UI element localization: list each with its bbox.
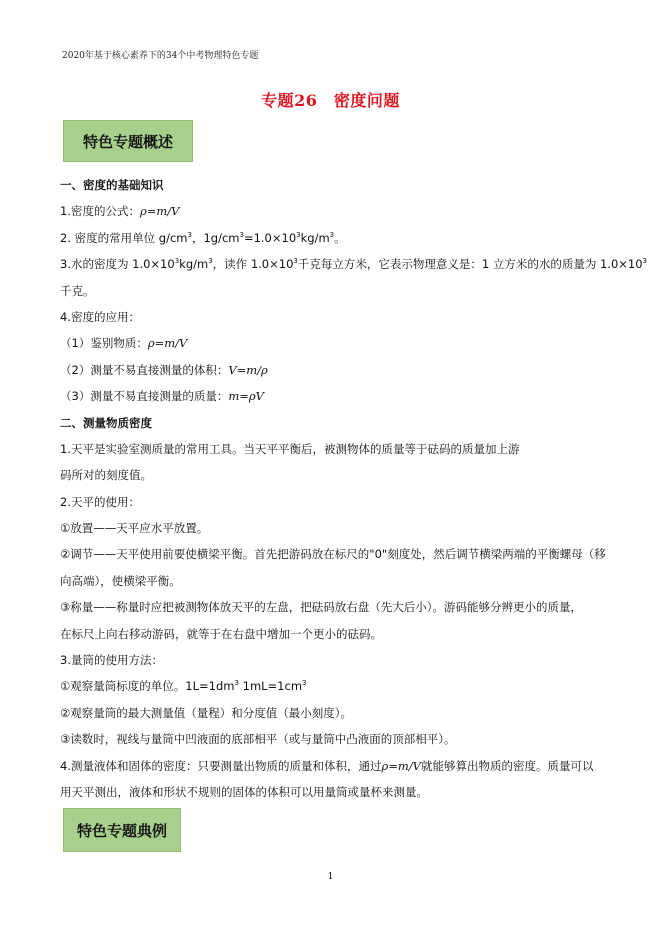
application-3 <box>60 383 610 409</box>
section1-heading: 一、密度的基础知识 <box>60 178 164 192</box>
density-formula: ρ=m/V <box>139 204 180 219</box>
main-content <box>60 172 648 805</box>
measure-formula: ρ=m/V <box>381 758 421 773</box>
app1-text: （1）鉴别物质： <box>60 336 148 351</box>
units-text-c: =1.0×10 <box>243 230 297 245</box>
cylinder-text-b: 1mL=1cm <box>238 679 303 694</box>
application-2 <box>60 357 610 383</box>
cylinder-heading: 3.量筒的使用方法： <box>60 653 163 668</box>
water-density-line <box>60 251 648 277</box>
page-header: 2020年基于核心素养下的34个中考物理特色专题 <box>62 51 259 61</box>
balance-paragraph-1b: 码所对的刻度值。 <box>60 468 152 483</box>
sup: 3 <box>293 257 298 266</box>
balance-step-3b: 在标尺上向右移动游码，就等于在右盘中增加一个更小的砝码。 <box>60 626 382 641</box>
balance-paragraph-1: 1.天平是实验室测质量的常用工具。当天平平衡后，被测物体的质量等于砝码的质量加上游 <box>60 441 520 456</box>
water-text-d: 千克每立方米，它表示物理意义是：1 立方米的水的质量为 1.0×10 <box>297 257 643 272</box>
balance-step-2: ②调节——天平使用前要使横梁平衡。首先把游码放在标尺的"0"刻度处，然后调节横梁两端的平衡螺母（移 <box>60 547 606 562</box>
balance-step-2b: 向高端），使横梁平衡。 <box>60 573 181 588</box>
sup: 3 <box>234 679 239 688</box>
density-formula-line <box>60 198 610 224</box>
balance-usage-heading: 2.天平的使用： <box>60 494 140 509</box>
page-number: 1 <box>327 872 334 882</box>
cylinder-step-3: ③读数时，视线与量筒中凹液面的底部相平（或与量筒中凸液面的顶部相平）。 <box>60 732 456 747</box>
sup: 3 <box>239 230 244 239</box>
density-units-line <box>60 225 610 251</box>
cylinder-text-a: ①观察量筒标度的单位。1L=1dm <box>60 679 235 694</box>
measure-density-line <box>60 753 610 779</box>
sup: 3 <box>302 679 307 688</box>
tag-overview: 特色专题概述 <box>63 120 193 162</box>
item1-text: 1.密度的公式： <box>60 204 140 219</box>
units-text-d: kg/m <box>300 230 330 245</box>
app1-formula: ρ=m/V <box>147 336 188 351</box>
cylinder-step-2: ②观察量筒的最大测量值（量程）和分度值（最小刻度）。 <box>60 705 353 720</box>
sup: 3 <box>642 257 648 266</box>
units-text-e: 。 <box>334 230 346 245</box>
units-text-a: 2. 密度的常用单位 g/cm <box>60 230 188 245</box>
app2-formula: V=m/ρ <box>228 362 268 377</box>
cylinder-step-1 <box>60 673 610 699</box>
application-heading: 4.密度的应用： <box>60 309 140 324</box>
sup: 3 <box>329 230 335 239</box>
balance-step-3: ③称量——称量时应把被测物体放天平的左盘，把砝码放右盘（先大后小）。游码能够分辨更小的质量， <box>60 600 583 615</box>
measure-density-line-2: 用天平测出，液体和形状不规则的固体的体积可以用量筒或量杯来测量。 <box>60 784 428 799</box>
section2-heading: 二、测量物质密度 <box>60 415 152 430</box>
water-text-a: 3.水的密度为 1.0×10 <box>60 257 175 272</box>
app3-formula: m=ρV <box>228 389 264 404</box>
page-title: 专题26 密度问题 <box>261 91 400 110</box>
app2-text: （2）测量不易直接测量的体积： <box>60 362 229 377</box>
balance-step-1: ①放置——天平应水平放置。 <box>60 521 209 536</box>
water-text-b: kg/m <box>179 257 209 272</box>
water-density-line-2: 千克。 <box>60 283 95 298</box>
measure-text-b: 就能够算出物质的密度。质量可以 <box>420 758 594 773</box>
water-text-c: ，读作 1.0×10 <box>212 257 294 272</box>
sup: 3 <box>296 230 301 239</box>
app3-text: （3）测量不易直接测量的质量： <box>60 389 229 404</box>
application-1 <box>60 330 610 356</box>
measure-text-a: 4.测量液体和固体的密度：只要测量出物质的质量和体积，通过 <box>60 758 382 773</box>
sup: 3 <box>208 257 213 266</box>
sup: 3 <box>187 230 192 239</box>
tag-examples: 特色专题典例 <box>63 808 181 852</box>
units-text-b: ，1g/cm <box>191 230 240 245</box>
sup: 3 <box>174 257 180 266</box>
